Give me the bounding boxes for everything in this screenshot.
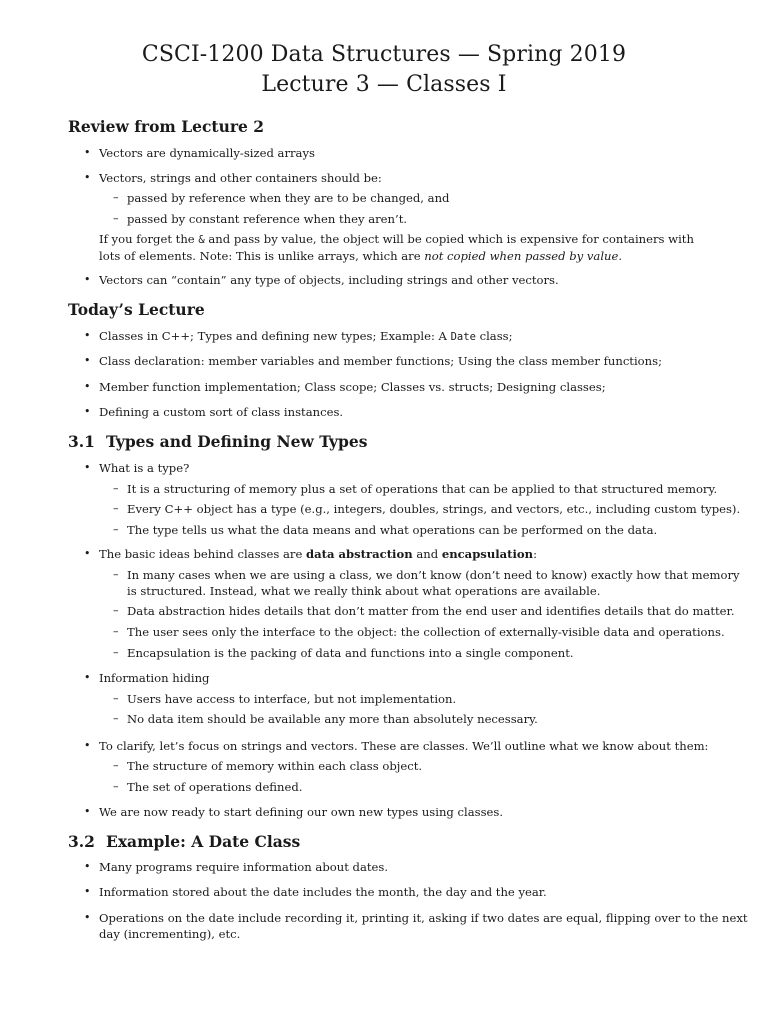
bullet-icon: •	[84, 547, 91, 560]
section-heading-3-2	[68, 832, 300, 851]
section-title: Example: A Date Class	[106, 832, 301, 851]
list-item-text: class;	[475, 329, 513, 343]
list-item-text: Classes in C++; Types and defining new types; Example: A	[99, 329, 451, 343]
bullet-icon: •	[84, 329, 91, 342]
bullet-icon: •	[84, 405, 91, 418]
paragraph-pass-by-value	[99, 231, 703, 264]
dash-icon: –	[113, 646, 119, 659]
sub-list-item: The set of operations defined.	[127, 780, 303, 794]
bullet-icon: •	[84, 354, 91, 367]
bullet-icon: •	[84, 171, 91, 184]
sub-list-item: Every C++ object has a type (e.g., integers, doubles, strings, and vectors, etc., including custom types).	[127, 502, 741, 516]
list-item: We are now ready to start defining our own new types using classes.	[99, 805, 504, 819]
dash-icon: –	[113, 212, 119, 225]
document-title-line2: Lecture 3 — Classes I	[261, 72, 507, 97]
list-item-text: The basic ideas behind classes are	[99, 547, 306, 561]
dash-icon: –	[113, 568, 119, 581]
sub-list-item: passed by constant reference when they aren’t.	[127, 212, 408, 226]
sub-list-item: passed by reference when they are to be changed, and	[127, 191, 450, 205]
bullet-icon: •	[84, 739, 91, 752]
list-item-continuation: day (incrementing), etc.	[99, 927, 241, 941]
list-item: Class declaration: member variables and member functions; Using the class member functions;	[99, 354, 662, 368]
sub-list-item: The structure of memory within each class object.	[127, 759, 423, 773]
dash-icon: –	[113, 482, 119, 495]
list-item: Many programs require information about dates.	[99, 860, 389, 874]
dash-icon: –	[113, 604, 119, 617]
dash-icon: –	[113, 692, 119, 705]
section-heading-review: Review from Lecture 2	[68, 117, 265, 136]
list-item	[99, 546, 701, 562]
dash-icon: –	[113, 712, 119, 725]
sub-list-item: It is a structuring of memory plus a set of operations that can be applied to that structured memory.	[127, 482, 718, 496]
list-item: To clarify, let’s focus on strings and vectors. These are classes. We’ll outline what we know about them:	[99, 739, 709, 753]
sub-list-item: No data item should be available any more than absolutely necessary.	[127, 712, 538, 726]
bold-term-encapsulation: encapsulation	[441, 547, 534, 561]
list-item-text: :	[533, 547, 537, 561]
paragraph-text: and pass by value, the object will be copied which is expensive for containers with lots of elements. Note: This is unlike arrays, which are	[99, 232, 694, 263]
sub-list-item-continuation: is structured. Instead, what we really think about what operations are available.	[127, 584, 601, 598]
bullet-icon: •	[84, 885, 91, 898]
bullet-icon: •	[84, 671, 91, 684]
list-item: Operations on the date include recording it, printing it, asking if two dates are equal, flipping over to the next	[99, 911, 748, 925]
bullet-icon: •	[84, 273, 91, 286]
paragraph-italic: not copied when passed by value	[424, 249, 619, 263]
list-item: Defining a custom sort of class instances.	[99, 405, 344, 419]
section-heading-3-1	[68, 432, 367, 451]
sub-list-item: Encapsulation is the packing of data and functions into a single component.	[127, 646, 574, 660]
dash-icon: –	[113, 759, 119, 772]
list-item: Information stored about the date includes the month, the day and the year.	[99, 885, 547, 899]
list-item	[99, 328, 701, 345]
section-title: Types and Defining New Types	[106, 432, 368, 451]
bullet-icon: •	[84, 860, 91, 873]
bullet-icon: •	[84, 911, 91, 924]
list-item-text: and	[412, 547, 442, 561]
paragraph-text: If you forget the	[99, 232, 199, 246]
paragraph-text: .	[618, 249, 623, 263]
sub-list-item: The user sees only the interface to the object: the collection of externally-visible data and operations.	[127, 625, 725, 639]
bullet-icon: •	[84, 805, 91, 818]
section-heading-today: Today’s Lecture	[68, 300, 205, 319]
sub-list-item: In many cases when we are using a class, we don’t know (don’t need to know) exactly how that memory	[127, 568, 740, 582]
code-date: Date	[450, 331, 476, 343]
document-title-line1: CSCI-1200 Data Structures — Spring 2019	[141, 42, 627, 67]
list-item: Member function implementation; Class scope; Classes vs. structs; Designing classes;	[99, 380, 606, 394]
sub-list-item: Users have access to interface, but not implementation.	[127, 692, 457, 706]
list-item: Information hiding	[99, 671, 210, 685]
bold-term-data-abstraction: data abstraction	[306, 547, 413, 561]
dash-icon: –	[113, 191, 119, 204]
dash-icon: –	[113, 780, 119, 793]
bullet-icon: •	[84, 461, 91, 474]
sub-list-item: Data abstraction hides details that don’t matter from the end user and identifies details that do matter.	[127, 604, 735, 618]
list-item: Vectors, strings and other containers should be:	[99, 171, 382, 185]
bullet-icon: •	[84, 380, 91, 393]
bullet-icon: •	[84, 146, 91, 159]
code-ampersand: &	[198, 234, 205, 246]
section-number: 3.1	[68, 432, 95, 451]
list-item: Vectors are dynamically-sized arrays	[99, 146, 315, 160]
dash-icon: –	[113, 523, 119, 536]
dash-icon: –	[113, 625, 119, 638]
list-item: What is a type?	[99, 461, 190, 475]
dash-icon: –	[113, 502, 119, 515]
section-number: 3.2	[68, 832, 95, 851]
sub-list-item: The type tells us what the data means and what operations can be performed on the data.	[127, 523, 658, 537]
list-item: Vectors can “contain” any type of objects, including strings and other vectors.	[99, 273, 559, 287]
